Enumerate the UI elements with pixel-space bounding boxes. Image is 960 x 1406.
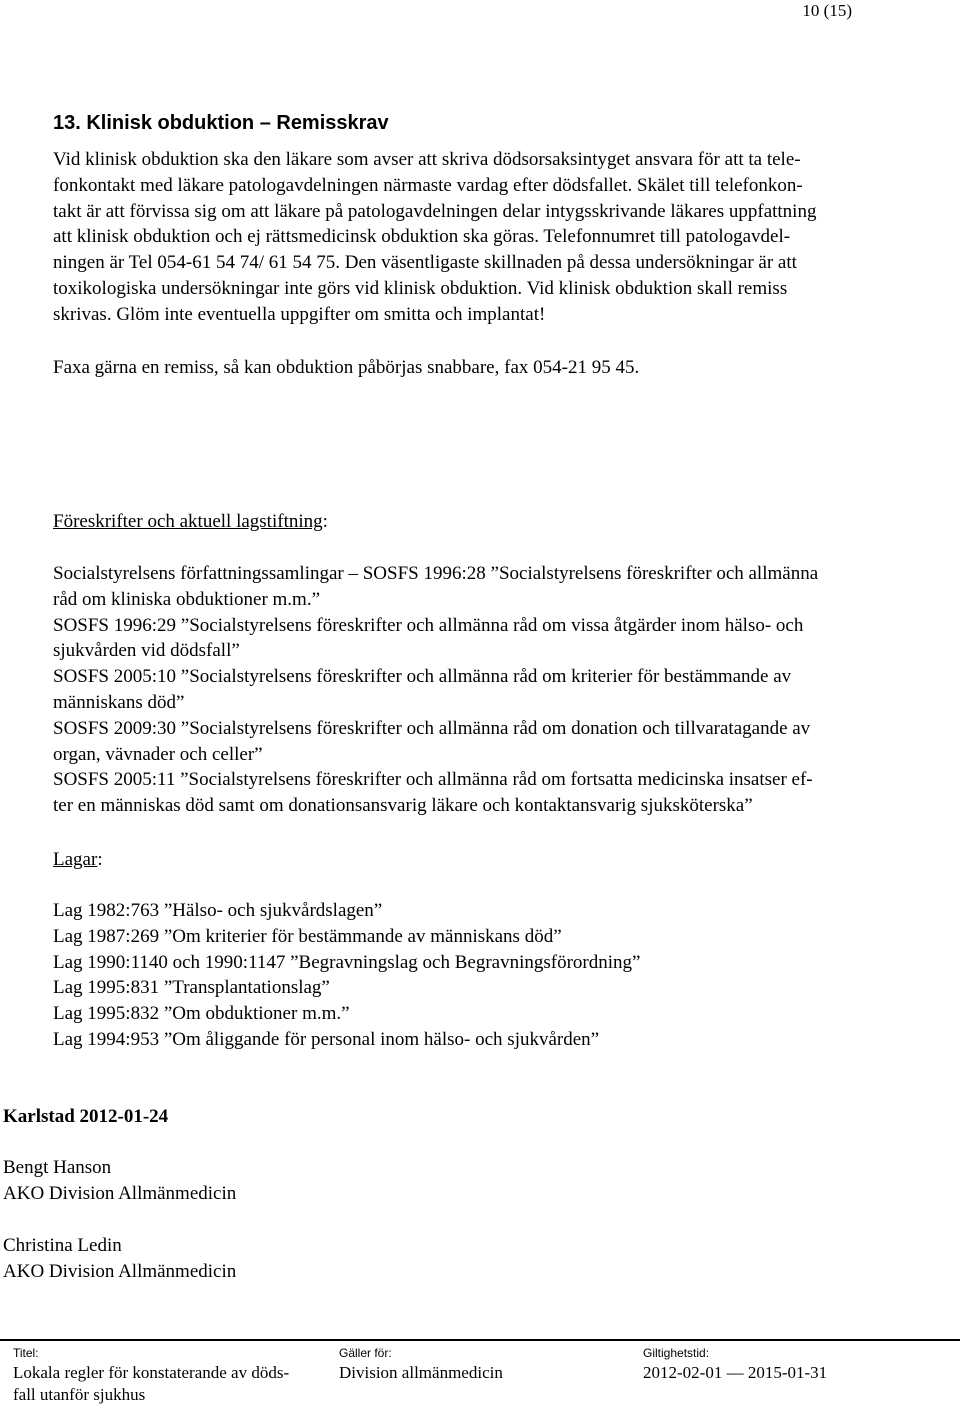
paragraph-line: Vid klinisk obduktion ska den läkare som avser att skriva dödsorsaksintyget ansvara för att ta tele- xyxy=(53,149,801,170)
footer-title-value xyxy=(13,1362,289,1406)
law-line: Lag 1987:269 ”Om kriterier för bestämmande av människans död” xyxy=(53,925,562,947)
footer-title-label: Titel: xyxy=(13,1346,39,1360)
regulations-heading-colon: : xyxy=(322,511,328,532)
paragraph-line: fonkontakt med läkare patologavdelningen närmaste vardag efter dödsfallet. Skälet till telefonkon- xyxy=(53,174,803,196)
signer-block xyxy=(3,1233,236,1285)
paragraph-line: toxikologiska undersökningar inte görs vid klinisk obduktion. Vid klinisk obduktion skall remiss xyxy=(53,277,788,299)
regulations-list xyxy=(53,561,953,819)
footer-divider xyxy=(0,1339,960,1341)
laws-list xyxy=(53,898,640,1053)
remiss-paragraph xyxy=(53,147,943,328)
paragraph-line: ningen är Tel 054-61 54 74/ 61 54 75. Den väsentligaste skillnaden på dessa undersökningar är att xyxy=(53,252,797,274)
footer-validity-label: Giltighetstid: xyxy=(643,1346,710,1360)
signer-name: Bengt Hanson xyxy=(3,1157,112,1178)
signature-place-date: Karlstad 2012-01-24 xyxy=(3,1106,169,1127)
law-line: Lag 1995:831 ”Transplantationslag” xyxy=(53,977,330,999)
section-heading: 13. Klinisk obduktion – Remisskrav xyxy=(53,112,389,134)
regulation-line: SOSFS 2009:30 ”Socialstyrelsens föreskrifter och allmänna råd om donation och tillvaratagande av xyxy=(53,717,811,739)
laws-heading xyxy=(53,847,103,873)
signer-block xyxy=(3,1155,236,1207)
paragraph-line: skrivas. Glöm inte eventuella uppgifter om smitta och implantat! xyxy=(53,303,546,325)
signer-org: AKO Division Allmänmedicin xyxy=(3,1182,237,1204)
regulations-heading-text: Föreskrifter och aktuell lagstiftning xyxy=(53,511,323,532)
law-line: Lag 1990:1140 och 1990:1147 ”Begravningslag och Begravningsförordning” xyxy=(53,951,641,973)
regulation-line: sjukvården vid dödsfall” xyxy=(53,640,240,662)
regulation-line: Socialstyrelsens författningssamlingar – SOSFS 1996:28 ”Socialstyrelsens föreskrifter och allmänna xyxy=(53,563,819,584)
regulation-line: SOSFS 2005:10 ”Socialstyrelsens föreskrifter och allmänna råd om kriterier för bestämmande av xyxy=(53,666,792,688)
footer-applies-label: Gäller för: xyxy=(339,1346,392,1360)
laws-heading-colon: : xyxy=(97,849,103,870)
footer-title-line: fall utanför sjukhus xyxy=(13,1385,146,1404)
page-number: 10 (15) xyxy=(802,1,852,20)
law-line: Lag 1982:763 ”Hälso- och sjukvårdslagen” xyxy=(53,900,383,921)
regulation-line: SOSFS 1996:29 ”Socialstyrelsens föreskrifter och allmänna råd om vissa åtgärder inom hälso- och xyxy=(53,614,804,636)
paragraph-line: takt är att förvissa sig om att läkare på patologavdelningen delar intygsskrivande läkares uppfattning xyxy=(53,200,817,222)
regulation-line: organ, vävnader och celler” xyxy=(53,743,263,765)
law-line: Lag 1994:953 ”Om åliggande för personal inom hälso- och sjukvården” xyxy=(53,1028,600,1050)
footer-applies-value: Division allmänmedicin xyxy=(339,1363,503,1382)
footer-title-line: Lokala regler för konstaterande av döds- xyxy=(13,1363,290,1382)
law-line: Lag 1995:832 ”Om obduktioner m.m.” xyxy=(53,1003,350,1025)
signer-name: Christina Ledin xyxy=(3,1235,122,1256)
regulation-line: råd om kliniska obduktioner m.m.” xyxy=(53,588,321,610)
footer-validity-value: 2012-02-01 — 2015-01-31 xyxy=(643,1363,828,1382)
fax-paragraph: Faxa gärna en remiss, så kan obduktion påbörjas snabbare, fax 054-21 95 45. xyxy=(53,357,640,378)
regulation-line: SOSFS 2005:11 ”Socialstyrelsens föreskrifter och allmänna råd om fortsatta medicinska insatser ef- xyxy=(53,769,813,791)
regulation-line: människans död” xyxy=(53,691,185,713)
regulations-heading xyxy=(53,509,328,535)
laws-heading-text: Lagar xyxy=(53,849,98,870)
regulation-line: ter en människas död samt om donationsansvarig läkare och kontaktansvarig sjuksköterska” xyxy=(53,795,753,817)
signer-org: AKO Division Allmänmedicin xyxy=(3,1260,237,1282)
paragraph-line: att klinisk obduktion och ej rättsmedicinsk obduktion ska göras. Telefonnumret till patologavdel- xyxy=(53,226,791,248)
